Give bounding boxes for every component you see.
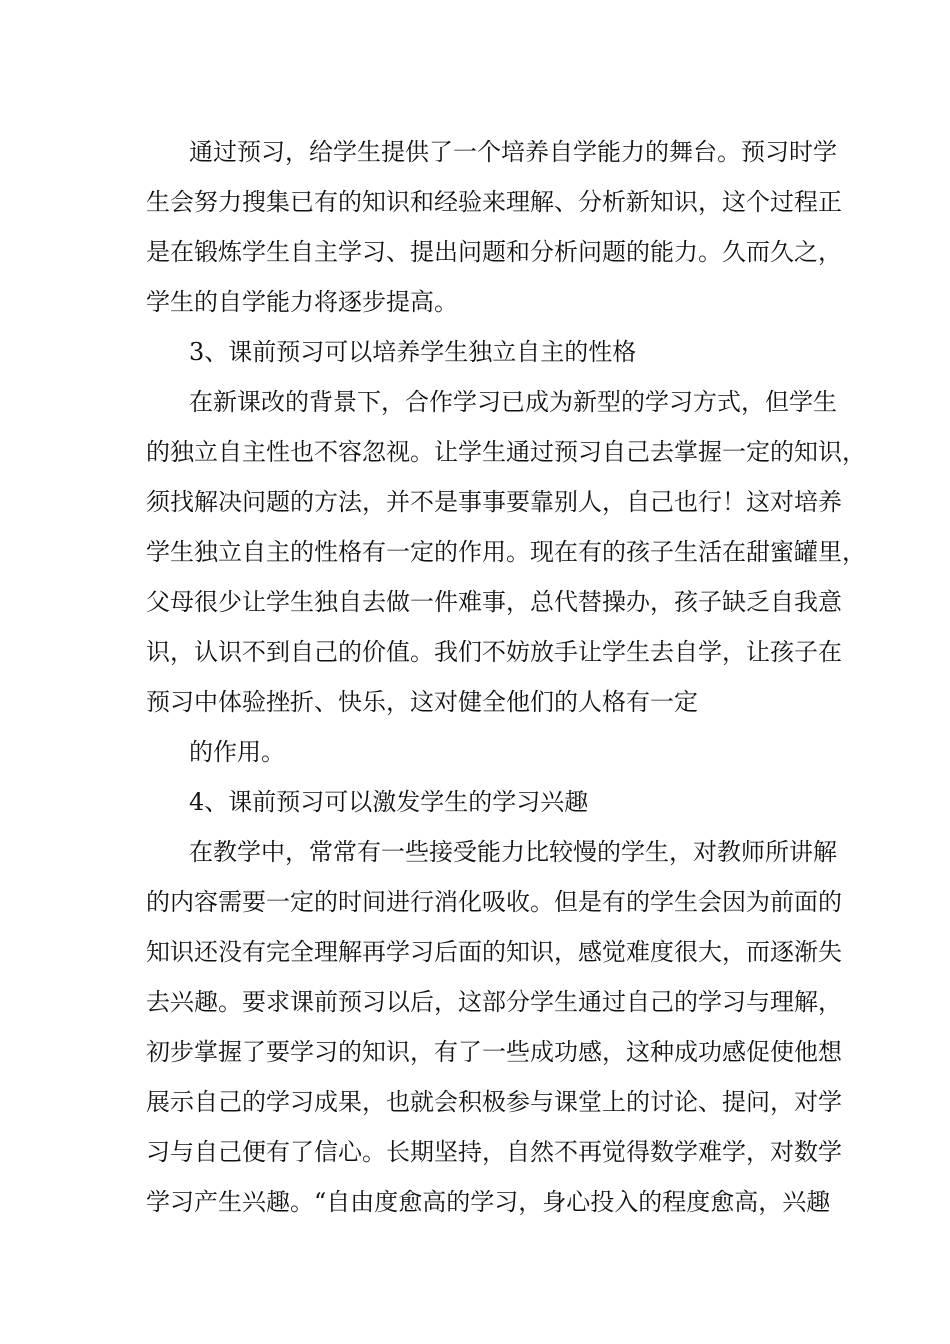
paragraph-line: 学习产生兴趣。“自由度愈高的学习，身心投入的程度愈高，兴趣 (146, 1188, 831, 1216)
paragraph-line: 学生的自学能力将逐步提高。 (146, 288, 458, 316)
paragraph-line: 在新课改的背景下，合作学习已成为新型的学习方式，但学生 (189, 388, 837, 416)
paragraph-line: 展示自己的学习成果，也就会积极参与课堂上的讨论、提问，对学 (146, 1088, 842, 1116)
paragraph-line: 的内容需要一定的时间进行消化吸收。但是有的学生会因为前面的 (146, 888, 842, 916)
paragraph-line: 父母很少让学生独自去做一件难事，总代替操办，孩子缺乏自我意 (146, 588, 842, 616)
section-heading: 4、课前预习可以激发学生的学习兴趣 (189, 788, 589, 816)
paragraph-line: 通过预习，给学生提供了一个培养自学能力的舞台。预习时学 (189, 138, 837, 166)
paragraph-line: 识，认识不到自己的价值。我们不妨放手让学生去自学，让孩子在 (146, 638, 842, 666)
paragraph-line: 在教学中，常常有一些接受能力比较慢的学生，对教师所讲解 (189, 838, 837, 866)
paragraph-line: 预习中体验挫折、快乐，这对健全他们的人格有一定 (146, 688, 698, 716)
paragraph-line: 须找解决问题的方法，并不是事事要靠别人，自己也行！这对培养 (146, 488, 842, 516)
paragraph-line: 是在锻炼学生自主学习、提出问题和分析问题的能力。久而久之， (146, 238, 842, 266)
paragraph-line: 习与自己便有了信心。长期坚持，自然不再觉得数学难学，对数学 (146, 1138, 842, 1166)
paragraph-line: 的作用。 (189, 738, 285, 766)
paragraph-line: 学生独立自主的性格有一定的作用。现在有的孩子生活在甜蜜罐里， (146, 538, 866, 566)
paragraph-line: 知识还没有完全理解再学习后面的知识，感觉难度很大，而逐渐失 (146, 938, 842, 966)
section-heading: 3、课前预习可以培养学生独立自主的性格 (189, 338, 637, 366)
paragraph-line: 去兴趣。要求课前预习以后，这部分学生通过自己的学习与理解， (146, 988, 842, 1016)
paragraph-line: 的独立自主性也不容忽视。让学生通过预习自己去掌握一定的知识， (146, 438, 866, 466)
paragraph-line: 初步掌握了要学习的知识，有了一些成功感，这种成功感促使他想 (146, 1038, 842, 1066)
paragraph-line: 生会努力搜集已有的知识和经验来理解、分析新知识，这个过程正 (146, 188, 842, 216)
